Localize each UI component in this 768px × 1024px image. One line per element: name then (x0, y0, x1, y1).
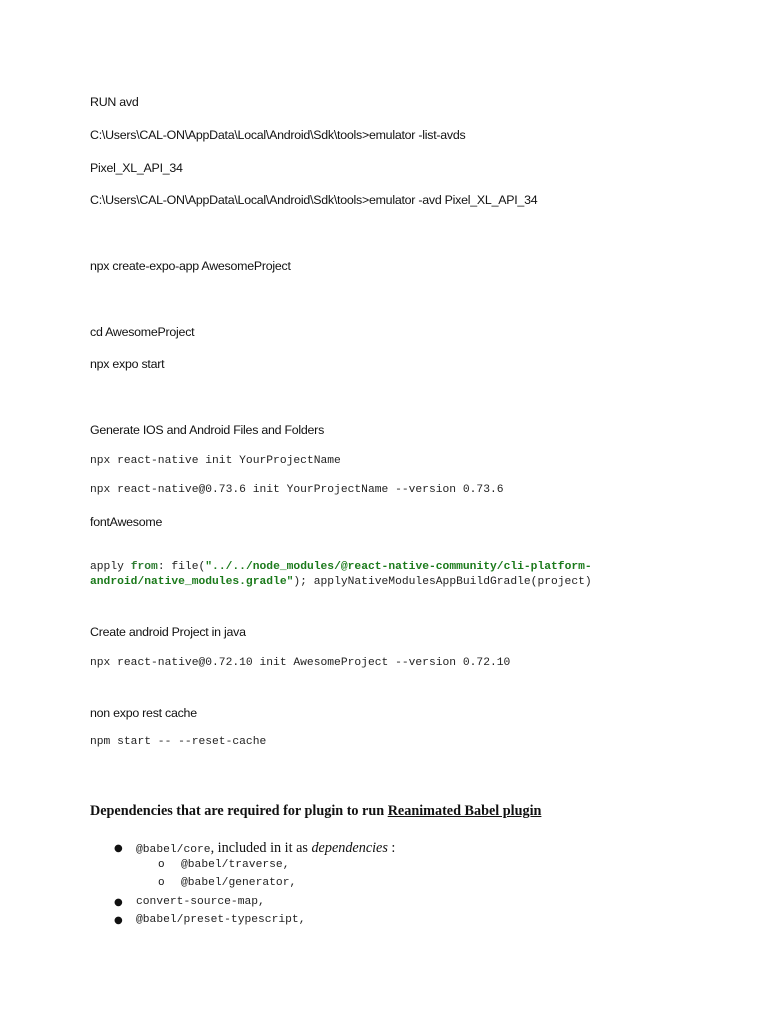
deps-heading (90, 803, 541, 820)
code-apply: apply (90, 561, 131, 573)
bullet-marker: ● (114, 915, 123, 926)
text-generate-files: Generate IOS and Android Files and Folders (90, 423, 325, 437)
code-apply-native-modules: ); applyNativeModulesAppBuildGradle(project) (293, 576, 592, 588)
text-list-avds: C:\Users\CAL-ON\AppData\Local\Android\Sdk\tools>emulator -list-avds (90, 128, 466, 142)
text-create-android-java: Create android Project in java (90, 625, 246, 639)
code-rn-init-version: npx react-native@0.73.6 init YourProjectName --version 0.73.6 (90, 484, 504, 496)
code-path-part-2: android/native_modules.gradle" (90, 576, 294, 588)
bullet-marker: ● (114, 897, 123, 908)
text-expo-start: npx expo start (90, 357, 165, 371)
text-avd-name: Pixel_XL_API_34 (90, 161, 183, 175)
text-dependencies: dependencies (311, 840, 388, 856)
reanimated-babel-plugin-link[interactable]: Reanimated Babel plugin (387, 803, 542, 819)
text-colon: : (387, 840, 396, 856)
code-babel-core: @babel/core (136, 844, 211, 856)
sub-bullet-marker: o (158, 859, 165, 871)
list-item-preset-typescript: @babel/preset-typescript, (136, 914, 306, 926)
code-path-part-1: "../../node_modules/@react-native-community/cli-platform- (205, 561, 592, 573)
text-run-emulator: C:\Users\CAL-ON\AppData\Local\Android\Sdk\tools>emulator -avd Pixel_XL_API_34 (90, 193, 538, 207)
list-item-babel-traverse: @babel/traverse, (181, 859, 290, 871)
code-rn-java-init: npx react-native@0.72.10 init AwesomeProject --version 0.72.10 (90, 657, 511, 669)
list-item-babel-generator: @babel/generator, (181, 877, 297, 889)
text-cd-project: cd AwesomeProject (90, 325, 195, 339)
code-gradle-line-1 (90, 561, 592, 573)
deps-heading-text: Dependencies that are required for plugin to run (90, 803, 388, 819)
code-rn-init: npx react-native init YourProjectName (90, 455, 341, 467)
list-item-babel-core (136, 839, 395, 857)
sub-bullet-marker: o (158, 877, 165, 889)
bullet-marker: ● (114, 843, 123, 854)
text-create-expo-app: npx create-expo-app AwesomeProject (90, 259, 291, 273)
code-from-keyword: from (130, 561, 158, 573)
text-font-awesome: fontAwesome (90, 515, 163, 529)
text-run-avd: RUN avd (90, 95, 139, 109)
text-non-expo-cache: non expo rest cache (90, 706, 197, 720)
code-gradle-line-2 (90, 576, 592, 588)
list-item-convert-source-map: convert-source-map, (136, 896, 265, 908)
code-file-open: : file( (157, 561, 206, 573)
text-included-as: , included in it as (210, 840, 312, 856)
code-reset-cache: npm start -- --reset-cache (90, 736, 267, 748)
